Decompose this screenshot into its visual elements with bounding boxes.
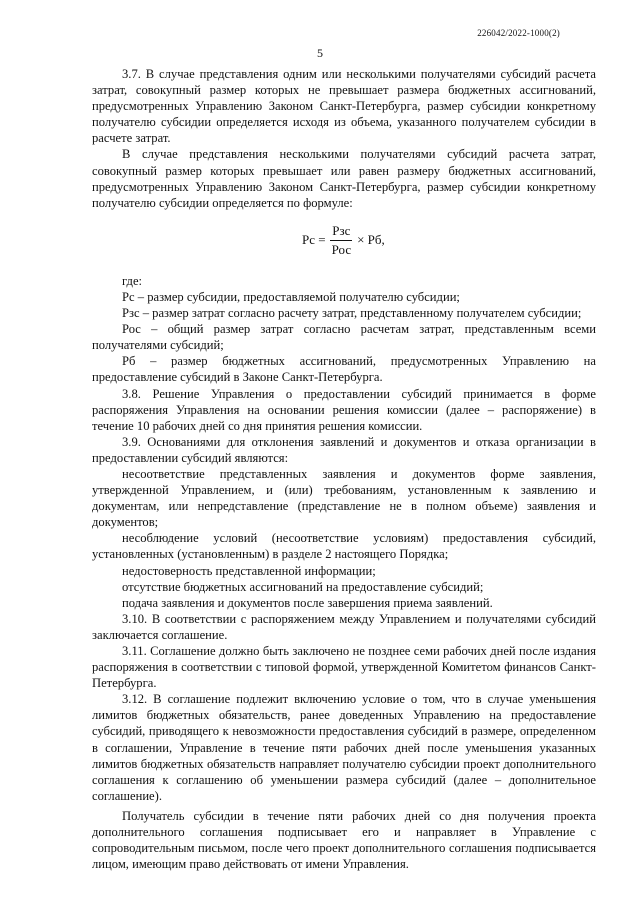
paragraph-formula-intro: В случае представления несколькими получателями субсидий расчета затрат, совокупный размер которых превышает или равен размеру бюджетных ассигнований, предусмотренных Управлению Законом Санкт-Петербурга, размер субсидии конкретному получателю субсидии определяется по формуле: (92, 147, 596, 210)
paragraph-recipient-signing: Получатель субсидии в течение пяти рабочих дней со дня получения проекта дополнительного соглашения подписывает его и направляет в Управление с сопроводительным письмом, после чего проект дополнительного соглашения подписывается лицом, имеющим право действовать от имени Управления. (92, 808, 596, 872)
paragraph-3-8: 3.8. Решение Управления о предоставлении субсидий принимается в форме распоряжения Управления на основании решения комиссии (далее – распоряжение) в течение 10 рабочих дней со дня принятия решения комиссии. (92, 386, 596, 433)
formula-rhs: × Рб, (357, 232, 385, 248)
paragraph-3-11: 3.11. Соглашение должно быть заключено не позднее семи рабочих дней после издания распоряжения в соответствии с типовой формой, утвержденной Комитетом финансов Санкт-Петербурга. (92, 644, 596, 691)
subsidy-formula (92, 211, 596, 273)
refusal-reason-4: отсутствие бюджетных ассигнований на предоставление субсидий; (122, 579, 484, 594)
formula-lhs: Рс = (302, 232, 326, 248)
definition-rb: Рб – размер бюджетных ассигнований, предусмотренных Управлению на предоставление субсидий в Законе Санкт-Петербурга. (92, 354, 596, 385)
paragraph-3-9: 3.9. Основаниями для отклонения заявлений и документов и отказа организации в предоставлении субсидий являются: (92, 434, 596, 465)
formula-numerator: Рзс (330, 223, 352, 241)
formula-denominator: Рос (331, 241, 352, 257)
refusal-reason-1: несоответствие представленных заявления и документов форме заявления, утвержденной Управлением, и (или) требованиям, установленным к заявлению и документам, или непредставление (представление не в полном объеме) заявления и документов; (92, 466, 596, 530)
paragraph-3-7: 3.7. В случае представления одним или несколькими получателями субсидий расчета затрат, совокупный размер которых не превышает размера бюджетных ассигнований, предусмотренных Управлению Законом Санкт-Петербурга, размер субсидии конкретному получателю субсидии определяется исходя из объема, указанного получателем субсидии в расчете затрат. (92, 67, 596, 146)
document-number: 226042/2022-1000(2) (477, 28, 560, 38)
refusal-reason-2: несоблюдение условий (несоответствие условиям) предоставления субсидий, установленных (установленным) в разделе 2 настоящего Порядка; (92, 531, 596, 562)
definition-ros: Рос – общий размер затрат согласно расчетам затрат, представленным всеми получателями субсидий; (92, 322, 596, 353)
definition-rs: Рс – размер субсидии, предоставляемой получателю субсидии; (122, 289, 460, 304)
document-body (92, 66, 596, 872)
refusal-reason-3: недостоверность представленной информации; (122, 563, 376, 578)
formula-fraction (330, 223, 354, 258)
paragraph-3-12: 3.12. В соглашение подлежит включению условие о том, что в случае уменьшения лимитов бюджетных обязательств, ранее доведенных Управлению на предоставление субсидий, приводящего к невозможности предоставления субсидий в размере, определенном в соглашении, Управление в течение пяти рабочих дней после уменьшения указанных лимитов бюджетных обязательств направляет получателю субсидии проект дополнительного соглашения к соглашению об уменьшении размера субсидий (далее – дополнительное соглашение). (92, 692, 596, 803)
where-label: где: (122, 273, 143, 288)
definition-rzs: Рзс – размер затрат согласно расчету затрат, представленному получателем субсидии; (122, 306, 582, 321)
paragraph-3-10: 3.10. В соответствии с распоряжением между Управлением и получателями субсидий заключается соглашение. (92, 611, 596, 642)
refusal-reason-5: подача заявления и документов после завершения приема заявлений. (122, 595, 493, 610)
page-number: 5 (317, 46, 323, 60)
